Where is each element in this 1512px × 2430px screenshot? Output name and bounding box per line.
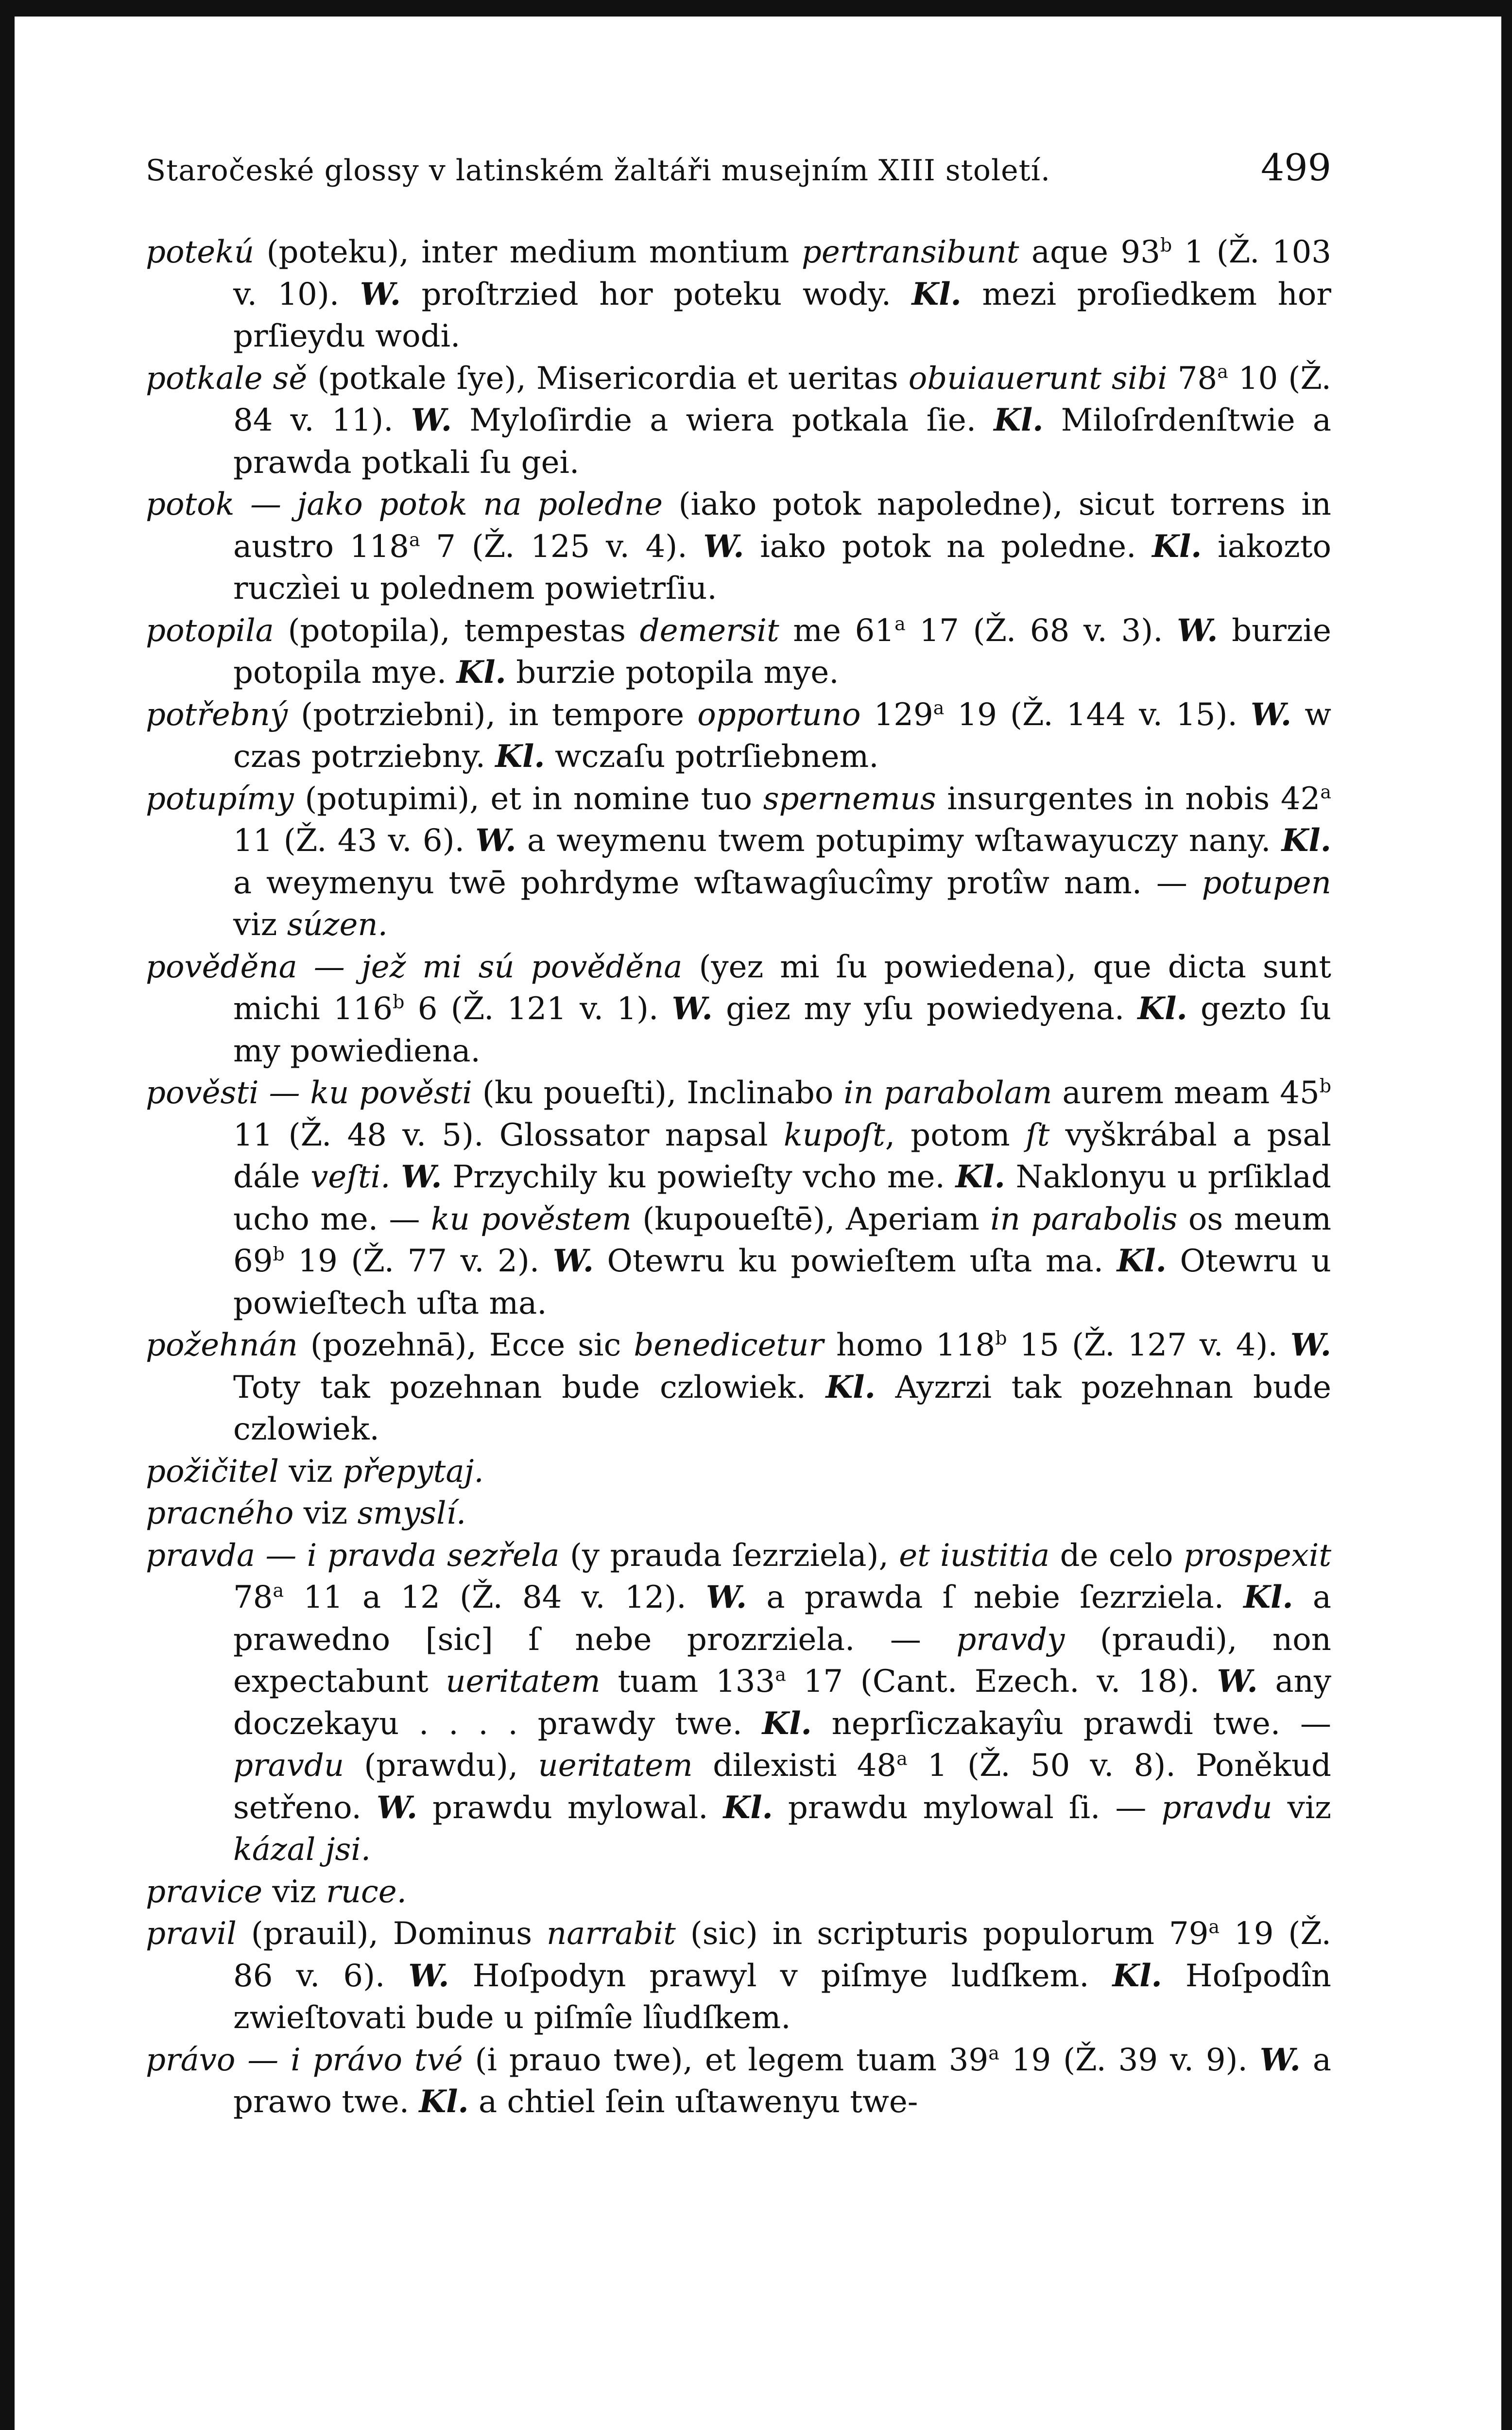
dictionary-entry: pravda — i pravda sezřela (y prauda ſezrziela), et iustitia de celo prospexit 78$^a$ 11 a 12 (Ž. 84 v. 12). W. a prawda ſ nebie ſezrziela. Kl. a prawedno [sic] ſ nebe prozrziela. — pravdy (praudi), non expectabunt ueritatem tuam 133$^a$ 17 (Cant. Ezech. v. 18). W. any doczekayu . . . . prawdy twe. Kl. neprſiczakayîu prawdi twe. — pravdu (prawdu), ueritatem dilexisti 48$^a$ 1 (Ž. 50 v. 8). Poněkud setřeno. W. prawdu mylowal. Kl. prawdu mylowal ſi. — pravdu viz kázal jsi. (146, 1537, 1332, 1868)
page-number: 499 (1260, 146, 1331, 189)
dictionary-entry: právo — i právo tvé (i prauo twe), et legem tuam 39$^a$ 19 (Ž. 39 v. 9). W. a prawo twe. Kl. a chtiel ſein uſtawenyu twe- (146, 2041, 1332, 2120)
scan-border-top (0, 0, 1512, 17)
dictionary-entry: pověděna — jež mi sú pověděna (yez mi ſu powiedena), que dicta sunt michi 116$^b$ 6 (Ž. 121 v. 1). W. giez my yſu powiedyena. Kl. gezto ſu my powiediena. (146, 949, 1332, 1069)
dictionary-entry: pravice viz ruce. (146, 1874, 407, 1910)
book-page (146, 146, 1331, 2123)
dictionary-entries (146, 231, 1331, 2123)
dictionary-entry: potok — jako potok na poledne (iako potok napoledne), sicut torrens in austro 118$^a$ 7 (Ž. 125 v. 4). W. iako potok na poledne. Kl. iakozto ruczìei u polednem powietrſiu. (146, 486, 1332, 607)
dictionary-entry: pracného viz smyslí. (146, 1495, 466, 1531)
dictionary-entry: pověsti — ku pověsti (ku poueſti), Inclinabo in parabolam aurem meam 45$^b$ 11 (Ž. 48 v. 5). Glossator napsal kupoſt, potom ſt vyškrábal a psal dále veſti. W. Przychily ku powieſty vcho me. Kl. Naklonyu u prſiklad ucho me. — ku pověstem (kupoueſtē), Aperiam in parabolis os meum 69$^b$ 19 (Ž. 77 v. 2). W. Otewru ku powieſtem uſta ma. Kl. Otewru u powieſtech uſta ma. (146, 1075, 1332, 1321)
dictionary-entry: potopila (potopila), tempestas demersit me 61$^a$ 17 (Ž. 68 v. 3). W. burzie potopila mye. Kl. burzie potopila mye. (146, 612, 1332, 691)
dictionary-entry: potkale sě (potkale ſye), Misericordia et ueritas obuiauerunt sibi 78$^a$ 10 (Ž. 84 v. 11). W. Myloſirdie a wiera potkala ſie. Kl. Miloſrdenſtwie a prawda potkali ſu gei. (146, 360, 1332, 481)
scan-border-right (1501, 0, 1512, 2430)
dictionary-entry: požehnán (pozehnā), Ecce sic benedicetur homo 118$^b$ 15 (Ž. 127 v. 4). W. Toty tak pozehnan bude czlowiek. Kl. Ayzrzi tak pozehnan bude czlowiek. (146, 1327, 1332, 1447)
dictionary-entry: potřebný (potrziebni), in tempore opportuno 129$^a$ 19 (Ž. 144 v. 15). W. w czas potrziebny. Kl. wczaſu potrſiebnem. (146, 696, 1332, 775)
dictionary-entry: potekú (poteku), inter medium montium pertransibunt aque 93$^b$ 1 (Ž. 103 v. 10). W. proſtrzied hor poteku wody. Kl. mezi proſiedkem hor prſieydu wodi. (146, 234, 1332, 354)
dictionary-entry: potupímy (potupimi), et in nomine tuo spernemus insurgentes in nobis 42$^a$ 11 (Ž. 43 v. 6). W. a weymenu twem potupimy wſtawayuczy nany. Kl. a weymenyu twē pohrdyme wſtawagîucîmy protîw nam. — potupen viz súzen. (146, 781, 1332, 943)
dictionary-entry: požičitel viz přepytaj. (146, 1453, 484, 1490)
running-head-title: Staročeské glossy v latinském žaltáři musejním XIII století. (146, 154, 1051, 188)
scan-border-left (0, 0, 15, 2430)
running-head (146, 146, 1331, 192)
dictionary-entry: pravil (prauil), Dominus narrabit (sic) in scripturis populorum 79$^a$ 19 (Ž. 86 v. 6). W. Hoſpodyn prawyl v piſmye ludſkem. Kl. Hoſpodîn zwieſtovati bude u piſmîe lîudſkem. (146, 1916, 1332, 2036)
